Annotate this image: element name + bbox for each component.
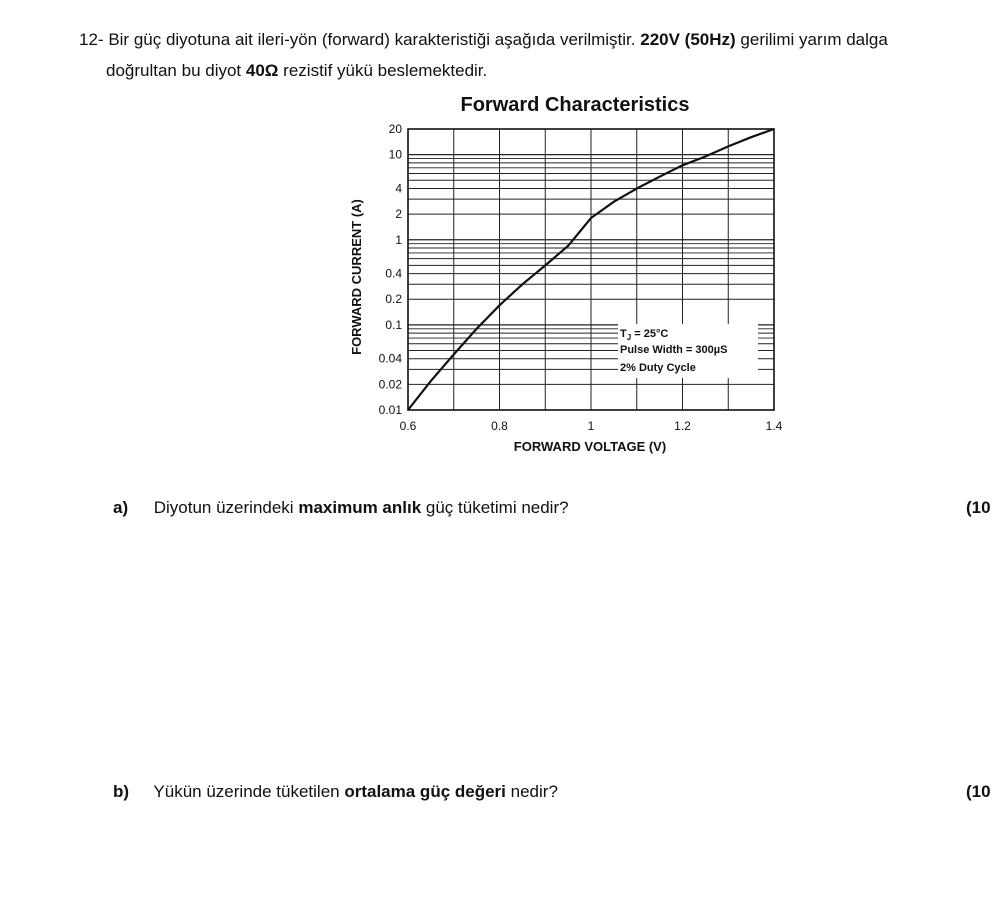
question-text-2c: rezistif yükü beslemektedir.: [283, 61, 488, 80]
part-a-text-1: Diyotun üzerindeki: [153, 498, 294, 517]
annotation-sub: J: [626, 333, 632, 342]
part-b-text-bold: ortalama güç değeri: [344, 782, 506, 801]
question-line-2: [106, 61, 487, 81]
x-tick-label: 1.4: [765, 419, 783, 433]
part-b-text-2: nedir?: [510, 782, 558, 801]
x-tick-label: 1: [587, 419, 595, 433]
chart-annotation: [618, 324, 758, 378]
question-number: 12-: [79, 30, 104, 49]
chart-ylabel: FORWARD CURRENT (A): [349, 199, 364, 355]
part-b-text-1: Yükün üzerinde tüketilen: [153, 782, 340, 801]
chart-xlabel: FORWARD VOLTAGE (V): [513, 439, 667, 454]
y-tick-label: 0.01: [378, 403, 402, 417]
part-b-letter: b): [113, 782, 130, 801]
part-a-points: (10: [966, 498, 991, 517]
y-tick-label: 4: [395, 181, 402, 196]
x-tick-label: 1.2: [674, 419, 691, 433]
x-tick-label: 0.6: [399, 419, 417, 433]
part-b: [113, 782, 558, 802]
annotation-line-3: 2% Duty Cycle: [620, 362, 696, 374]
question-voltage: 220V (50Hz): [640, 30, 736, 49]
question-text-2a: doğrultan bu diyot: [106, 61, 242, 80]
question-line-1: [79, 30, 888, 50]
part-b-points: (10: [966, 782, 991, 801]
question-text-1a: Bir güç diyotuna ait ileri-yön (forward) karakteristiği aşağıda verilmiştir.: [108, 30, 636, 49]
annotation-t: T: [620, 328, 627, 340]
part-a-text-bold: maximum anlık: [298, 498, 422, 517]
part-a: [113, 498, 569, 518]
part-a-letter: a): [113, 498, 129, 517]
annotation-temp: = 25°C: [631, 328, 669, 340]
y-tick-label: 0.4: [385, 266, 402, 281]
y-tick-label: 20: [388, 122, 402, 136]
annotation-line-2: Pulse Width = 300µS: [620, 344, 728, 356]
y-tick-label: 2: [395, 207, 402, 222]
y-tick-label: 0.2: [385, 292, 402, 307]
question-resistance: 40Ω: [245, 61, 279, 80]
y-tick-label: 0.04: [378, 351, 402, 366]
x-tick-label: 0.8: [491, 419, 508, 433]
question-text-1c: gerilimi yarım dalga: [740, 30, 888, 49]
y-tick-label: 0.1: [385, 317, 402, 332]
y-tick-label: 0.02: [378, 377, 402, 392]
part-a-text-2: güç tüketimi nedir?: [425, 498, 569, 517]
chart-title: Forward Characteristics: [460, 94, 690, 116]
forward-characteristics-chart: [340, 85, 810, 465]
y-tick-label: 10: [388, 147, 402, 162]
chart-ticks: [379, 122, 783, 433]
y-tick-label: 1: [395, 232, 402, 247]
